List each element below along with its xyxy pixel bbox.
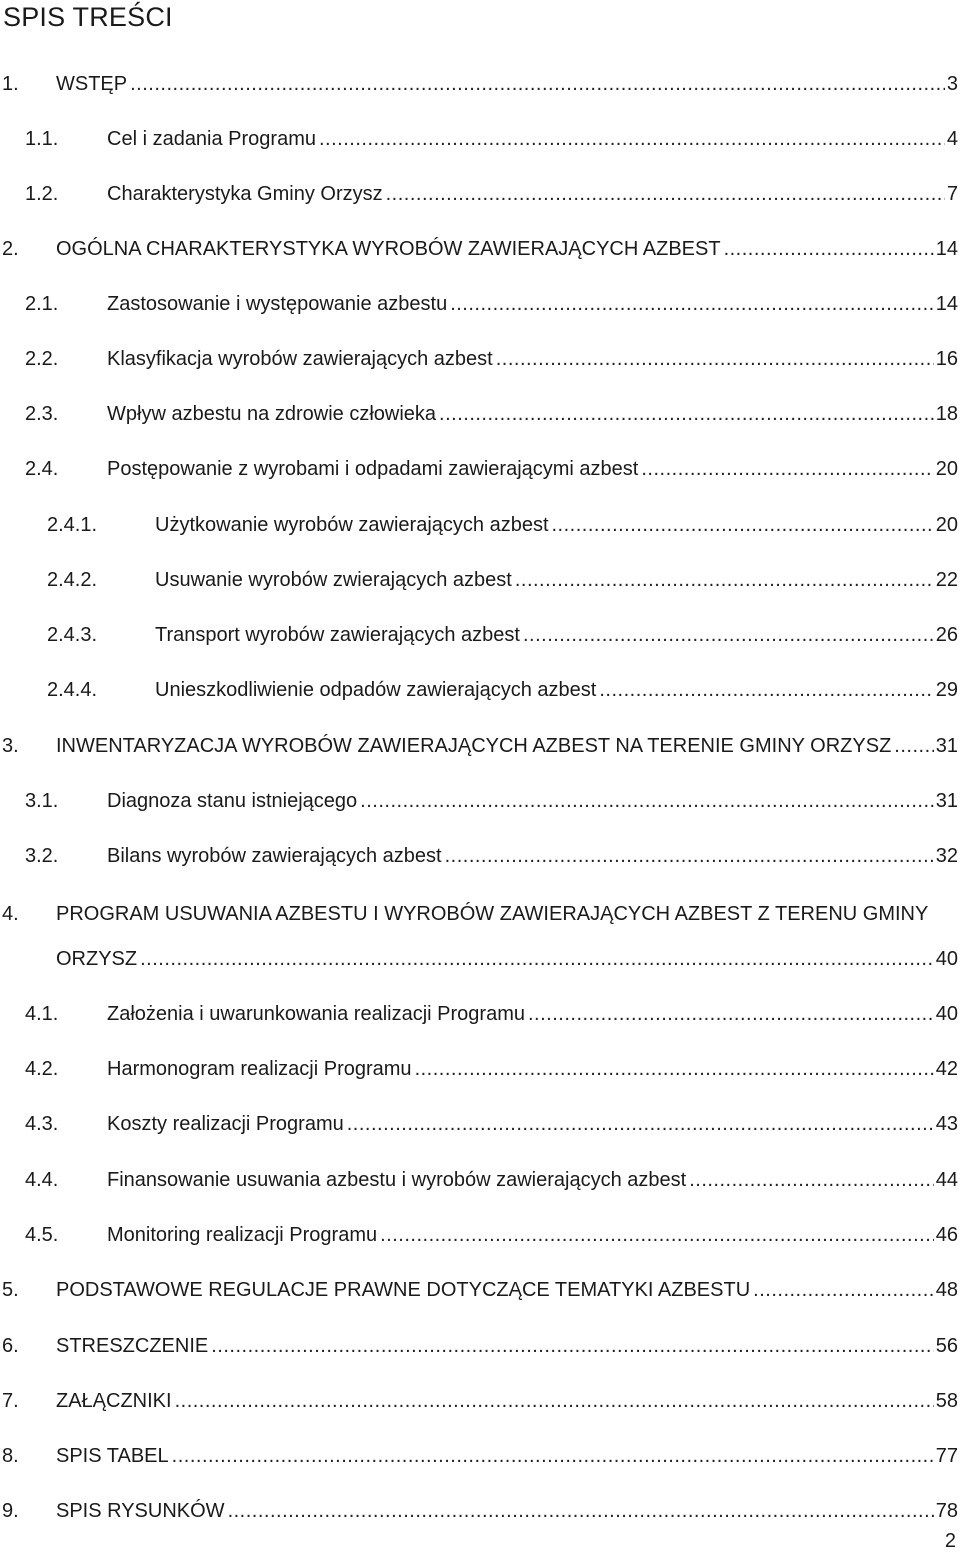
- toc-entry[interactable]: [0, 234, 958, 264]
- toc-number: 2.4.3.: [47, 624, 98, 646]
- toc-number: 3.2.: [25, 845, 59, 867]
- toc-number: 2.1.: [25, 293, 59, 315]
- toc-number: 2.4.1.: [47, 514, 98, 536]
- toc-entry[interactable]: [0, 786, 958, 816]
- toc-leader: [528, 999, 934, 1029]
- toc-page-number: 32: [935, 845, 958, 867]
- toc-number: 4.1.: [25, 1003, 59, 1025]
- toc-leader: [360, 786, 934, 816]
- toc-entry[interactable]: [0, 675, 958, 705]
- toc-entry[interactable]: [0, 1220, 958, 1250]
- toc-leader: [415, 1054, 934, 1084]
- toc-label: Wpływ azbestu na zdrowie człowieka: [107, 403, 437, 425]
- toc-entry[interactable]: [0, 1165, 958, 1195]
- toc-page-number: 20: [935, 514, 958, 536]
- toc-entry[interactable]: [0, 999, 958, 1029]
- toc-number: 9.: [2, 1500, 19, 1522]
- toc-number: 4.5.: [25, 1224, 59, 1246]
- toc-label: ZAŁĄCZNIKI: [56, 1390, 172, 1412]
- toc-page-number: 56: [935, 1335, 958, 1357]
- toc-page-number: 4: [946, 128, 958, 150]
- toc-number: 2.2.: [25, 348, 59, 370]
- toc-leader: [175, 1386, 934, 1416]
- toc-entry[interactable]: [0, 1496, 958, 1526]
- toc-page-number: 78: [935, 1500, 958, 1522]
- toc-leader: [380, 1220, 934, 1250]
- toc-entry[interactable]: [0, 454, 958, 484]
- toc-number: 2.4.: [25, 458, 59, 480]
- toc-number: 8.: [2, 1445, 19, 1467]
- toc-label: Monitoring realizacji Programu: [107, 1224, 378, 1246]
- toc-entry[interactable]: [0, 944, 958, 974]
- toc-leader: [552, 510, 934, 540]
- toc-number: 2.: [2, 238, 19, 260]
- toc-page-number: 29: [935, 679, 958, 701]
- toc-entry[interactable]: [0, 731, 958, 761]
- toc-number: 6.: [2, 1335, 19, 1357]
- page-number: 2: [944, 1530, 956, 1552]
- toc-page-number: 16: [935, 348, 958, 370]
- toc-leader: [753, 1275, 934, 1305]
- toc-page-number: 18: [935, 403, 958, 425]
- toc-label: SPIS TABEL: [56, 1445, 169, 1467]
- toc-page-number: 40: [935, 1003, 958, 1025]
- toc-number: 4.2.: [25, 1058, 59, 1080]
- toc-leader: [641, 454, 933, 484]
- toc-label: Diagnoza stanu istniejącego: [107, 790, 358, 812]
- toc-leader: [445, 841, 934, 871]
- toc-page-number: 48: [935, 1279, 958, 1301]
- toc-page-number: 42: [935, 1058, 958, 1080]
- toc-label: Użytkowanie wyrobów zawierających azbest: [155, 514, 549, 536]
- toc-page-number: 31: [935, 735, 958, 757]
- toc-label: Klasyfikacja wyrobów zawierających azbest: [107, 348, 493, 370]
- toc-label: Cel i zadania Programu: [107, 128, 316, 150]
- toc-entry[interactable]: [0, 1331, 958, 1361]
- toc-number: 4.: [2, 903, 19, 925]
- toc-entry[interactable]: [0, 1109, 958, 1139]
- toc-leader: [689, 1165, 934, 1195]
- toc-label: OGÓLNA CHARAKTERYSTYKA WYROBÓW ZAWIERAJĄCYCH AZBEST: [56, 238, 721, 260]
- toc-label: Usuwanie wyrobów zwierających azbest: [155, 569, 512, 591]
- toc-label: Transport wyrobów zawierających azbest: [155, 624, 520, 646]
- toc-page-number: 14: [935, 293, 958, 315]
- toc-leader: [523, 620, 934, 650]
- toc-leader: [439, 399, 934, 429]
- toc-number: 1.1.: [25, 128, 59, 150]
- toc-entry[interactable]: [0, 510, 958, 540]
- toc-page-number: 40: [935, 948, 958, 970]
- toc-label: Finansowanie usuwania azbestu i wyrobów zawierających azbest: [107, 1169, 687, 1191]
- page-title: SPIS TREŚCI: [3, 2, 173, 32]
- toc-label: Unieszkodliwienie odpadów zawierających azbest: [155, 679, 597, 701]
- toc-page-number: 14: [935, 238, 958, 260]
- toc-number: 4.4.: [25, 1169, 59, 1191]
- toc-leader: [140, 944, 934, 974]
- toc-page-number: 20: [935, 458, 958, 480]
- toc-entry[interactable]: [0, 289, 958, 319]
- toc-leader: [347, 1109, 934, 1139]
- toc-page-number: 22: [935, 569, 958, 591]
- toc-label: INWENTARYZACJA WYROBÓW ZAWIERAJĄCYCH AZBEST NA TERENIE GMINY ORZYSZ: [56, 735, 892, 757]
- toc-label: Założenia i uwarunkowania realizacji Programu: [107, 1003, 525, 1025]
- toc-number: 4.3.: [25, 1113, 59, 1135]
- toc-leader: [386, 179, 945, 209]
- toc-number: 3.1.: [25, 790, 59, 812]
- toc-number: 2.3.: [25, 403, 59, 425]
- toc-leader: [894, 731, 933, 761]
- toc-page-number: 31: [935, 790, 958, 812]
- toc-label: ORZYSZ: [56, 948, 138, 970]
- toc-entry[interactable]: [0, 565, 958, 595]
- toc-leader: [211, 1331, 934, 1361]
- toc-leader: [724, 234, 934, 264]
- toc-entry[interactable]: [0, 344, 958, 374]
- toc-number: 1.: [2, 73, 19, 95]
- toc-page-number: 58: [935, 1390, 958, 1412]
- toc-leader: [172, 1441, 934, 1471]
- toc-leader: [450, 289, 934, 319]
- toc-entry[interactable]: [0, 124, 958, 154]
- toc-label: Koszty realizacji Programu: [107, 1113, 344, 1135]
- toc-page-number: 46: [935, 1224, 958, 1246]
- toc-entry-wrapped-line[interactable]: [0, 899, 958, 929]
- toc-leader: [599, 675, 933, 705]
- toc-label: SPIS RYSUNKÓW: [56, 1500, 225, 1522]
- toc-page-number: 26: [935, 624, 958, 646]
- toc-leader: [228, 1496, 934, 1526]
- toc-leader: [496, 344, 934, 374]
- toc-entry[interactable]: [0, 1054, 958, 1084]
- toc-page-number: 44: [935, 1169, 958, 1191]
- toc-label: Zastosowanie i występowanie azbestu: [107, 293, 448, 315]
- toc-label: PODSTAWOWE REGULACJE PRAWNE DOTYCZĄCE TEMATYKI AZBESTU: [56, 1279, 751, 1301]
- toc-number: 5.: [2, 1279, 19, 1301]
- toc-number: 1.2.: [25, 183, 59, 205]
- toc-leader: [515, 565, 934, 595]
- toc-number: 3.: [2, 735, 19, 757]
- toc-number: 2.4.4.: [47, 679, 98, 701]
- toc-label-line1: PROGRAM USUWANIA AZBESTU I WYROBÓW ZAWIERAJĄCYCH AZBEST Z TERENU GMINY: [56, 903, 929, 925]
- toc-entry[interactable]: [0, 1441, 958, 1471]
- toc-label: STRESZCZENIE: [56, 1335, 209, 1357]
- toc-page-number: 43: [935, 1113, 958, 1135]
- toc-entry[interactable]: [0, 399, 958, 429]
- toc-leader: [130, 69, 945, 99]
- toc-label: Postępowanie z wyrobami i odpadami zawierającymi azbest: [107, 458, 639, 480]
- toc-entry[interactable]: [0, 620, 958, 650]
- toc-page-number: 77: [935, 1445, 958, 1467]
- toc-entry[interactable]: [0, 69, 958, 99]
- toc-label: Harmonogram realizacji Programu: [107, 1058, 412, 1080]
- toc-label: Charakterystyka Gminy Orzysz: [107, 183, 383, 205]
- toc-entry[interactable]: [0, 1386, 958, 1416]
- toc-label: Bilans wyrobów zawierających azbest: [107, 845, 442, 867]
- toc-entry[interactable]: [0, 179, 958, 209]
- toc-entry[interactable]: [0, 1275, 958, 1305]
- toc-leader: [319, 124, 945, 154]
- toc-entry[interactable]: [0, 841, 958, 871]
- toc-page-number: 3: [946, 73, 958, 95]
- toc-label: WSTĘP: [56, 73, 128, 95]
- toc-page-number: 7: [946, 183, 958, 205]
- toc-number: 2.4.2.: [47, 569, 98, 591]
- toc-number: 7.: [2, 1390, 19, 1412]
